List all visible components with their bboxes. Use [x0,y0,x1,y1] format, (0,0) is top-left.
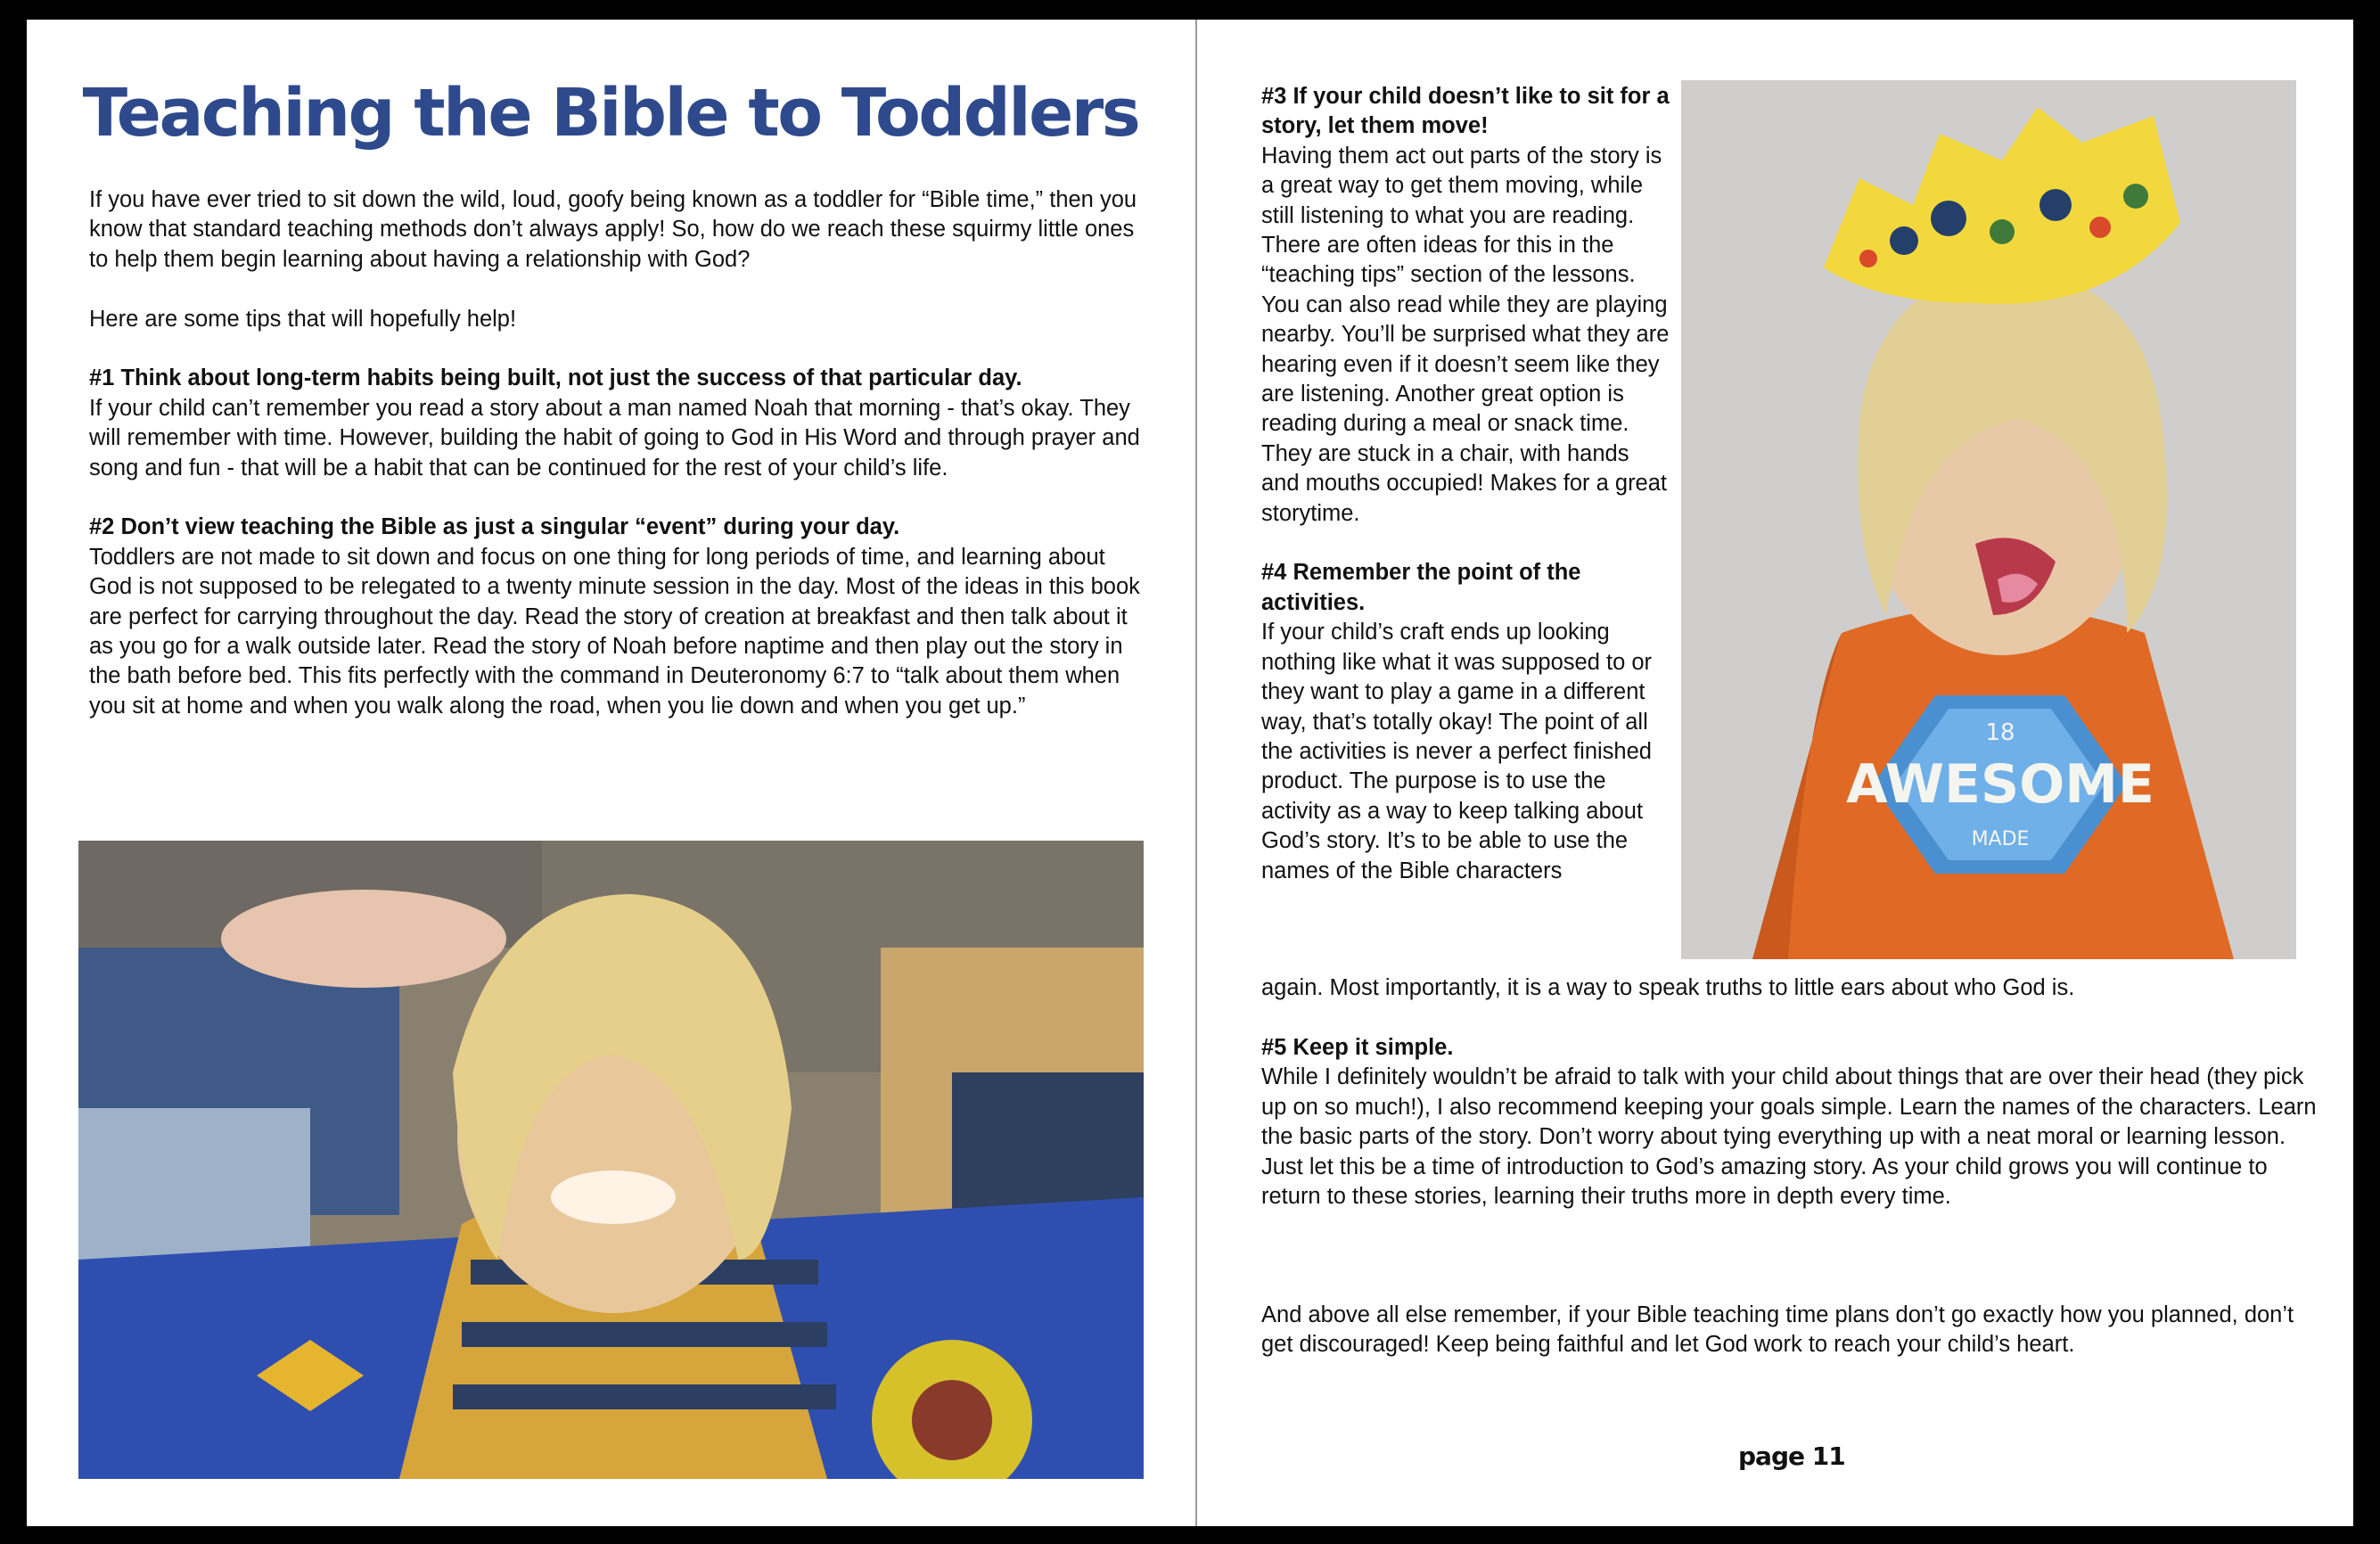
tip-2-body: Toddlers are not made to sit down and focus on one thing for long periods of time, and learning about God is not supposed to be relegated to a twenty minute session in the day. Most of the ideas in this book are perfect for carrying throughout the day. Read the story of creation at breakfast and then talk about it as you go for a walk outside later. Read the story of Noah before naptime and then play out the story in the bath before bed. This fits perfectly with the command in Deuteronomy 6:7 to “talk about them when you sit at home and when you walk along the road, when you lie down and when you get up.” [89,544,1140,719]
right-column-text [1261,82,1671,886]
tip-3-heading: #3 If your child doesn’t like to sit for a story, let them move! [1261,84,1670,139]
tip-5-section [1261,1033,2331,1211]
tip-4-body: If your child’s craft ends up looking nothing like what it was supposed to or they want to play a game in a different way, that’s totally okay! The point of all the activities is never a perfect finished product. The purpose is to use the activity as a way to keep talking about God’s story. It’s to be able to use the names of the Bible characters [1261,620,1653,883]
left-page-body [89,185,1141,721]
toddler-playing-photo [78,841,1144,1479]
toddler-crown-photo [1681,80,2296,959]
tip-1-heading: #1 Think about long-term habits being built, not just the success of that particular day. [89,365,1022,391]
tip-2-heading: #2 Don’t view teaching the Bible as just a singular “event” during your day. [89,514,900,540]
book-spread [27,20,2353,1526]
tip-4-continued: again. Most importantly, it is a way to speak truths to little ears about who God is. [1261,975,2075,1000]
page-number: page 11 [1738,1441,1845,1471]
tip-5-heading: #5 Keep it simple. [1261,1035,1454,1060]
shirt-sub: MADE [1971,828,2030,850]
tip-3-body: Having them act out parts of the story is a great way to get them moving, while still listening to what you are reading. There are often ideas for this in the “teaching tips” section of the lessons. You can also read while they are playing nearby. You’ll be surprised what they are hearing even if it doesn’t seem like they are listening. Another great option is reading during a meal or snack time. They are stuck in a chair, with hands and mouths occupied! Makes for a great storytime. [1261,143,1670,526]
tip-4-heading: #4 Remember the point of the activities. [1261,560,1581,615]
tip-1-body: If your child can’t remember you read a story about a man named Noah that morning - that’s okay. They will remember with time. However, building the habit of going to God in His Word and through prayer and song and fun - that will be a habit that can be continued for the rest of your child’s life. [89,395,1140,480]
shirt-word: AWESOME [1846,753,2154,816]
intro-paragraph: If you have ever tried to sit down the wild, loud, goofy being known as a toddler for “Bible time,” then you know that standard teaching methods don’t always apply! So, how do we reach these squirmy little ones to help them begin learning about having a relationship with God? [89,187,1137,272]
left-page [27,20,1194,1526]
closing-paragraph: And above all else remember, if your Bible teaching time plans don’t go exactly how you planned, don’t get discouraged! Keep being faithful and let God work to reach your child’s heart. [1261,1302,2294,1358]
shirt-number: 18 [1985,719,2015,746]
intro-lead-in: Here are some tips that will hopefully help! [89,306,517,332]
tip-5-body: While I definitely wouldn’t be afraid to talk with your child about things that are over their head (they pick up on so much!), I also recommend keeping your goals simple. Learn the names of the characters. Learn the basic parts of the story. Don’t worry about tying everything up with a neat moral or learning lesson. Just let this be a time of introduction to God’s amazing story. As your child grows you will continue to return to these stories, learning their truths more in depth every time. [1261,1064,2317,1210]
page-title: Teaching the Bible to Toddlers [82,75,1139,152]
